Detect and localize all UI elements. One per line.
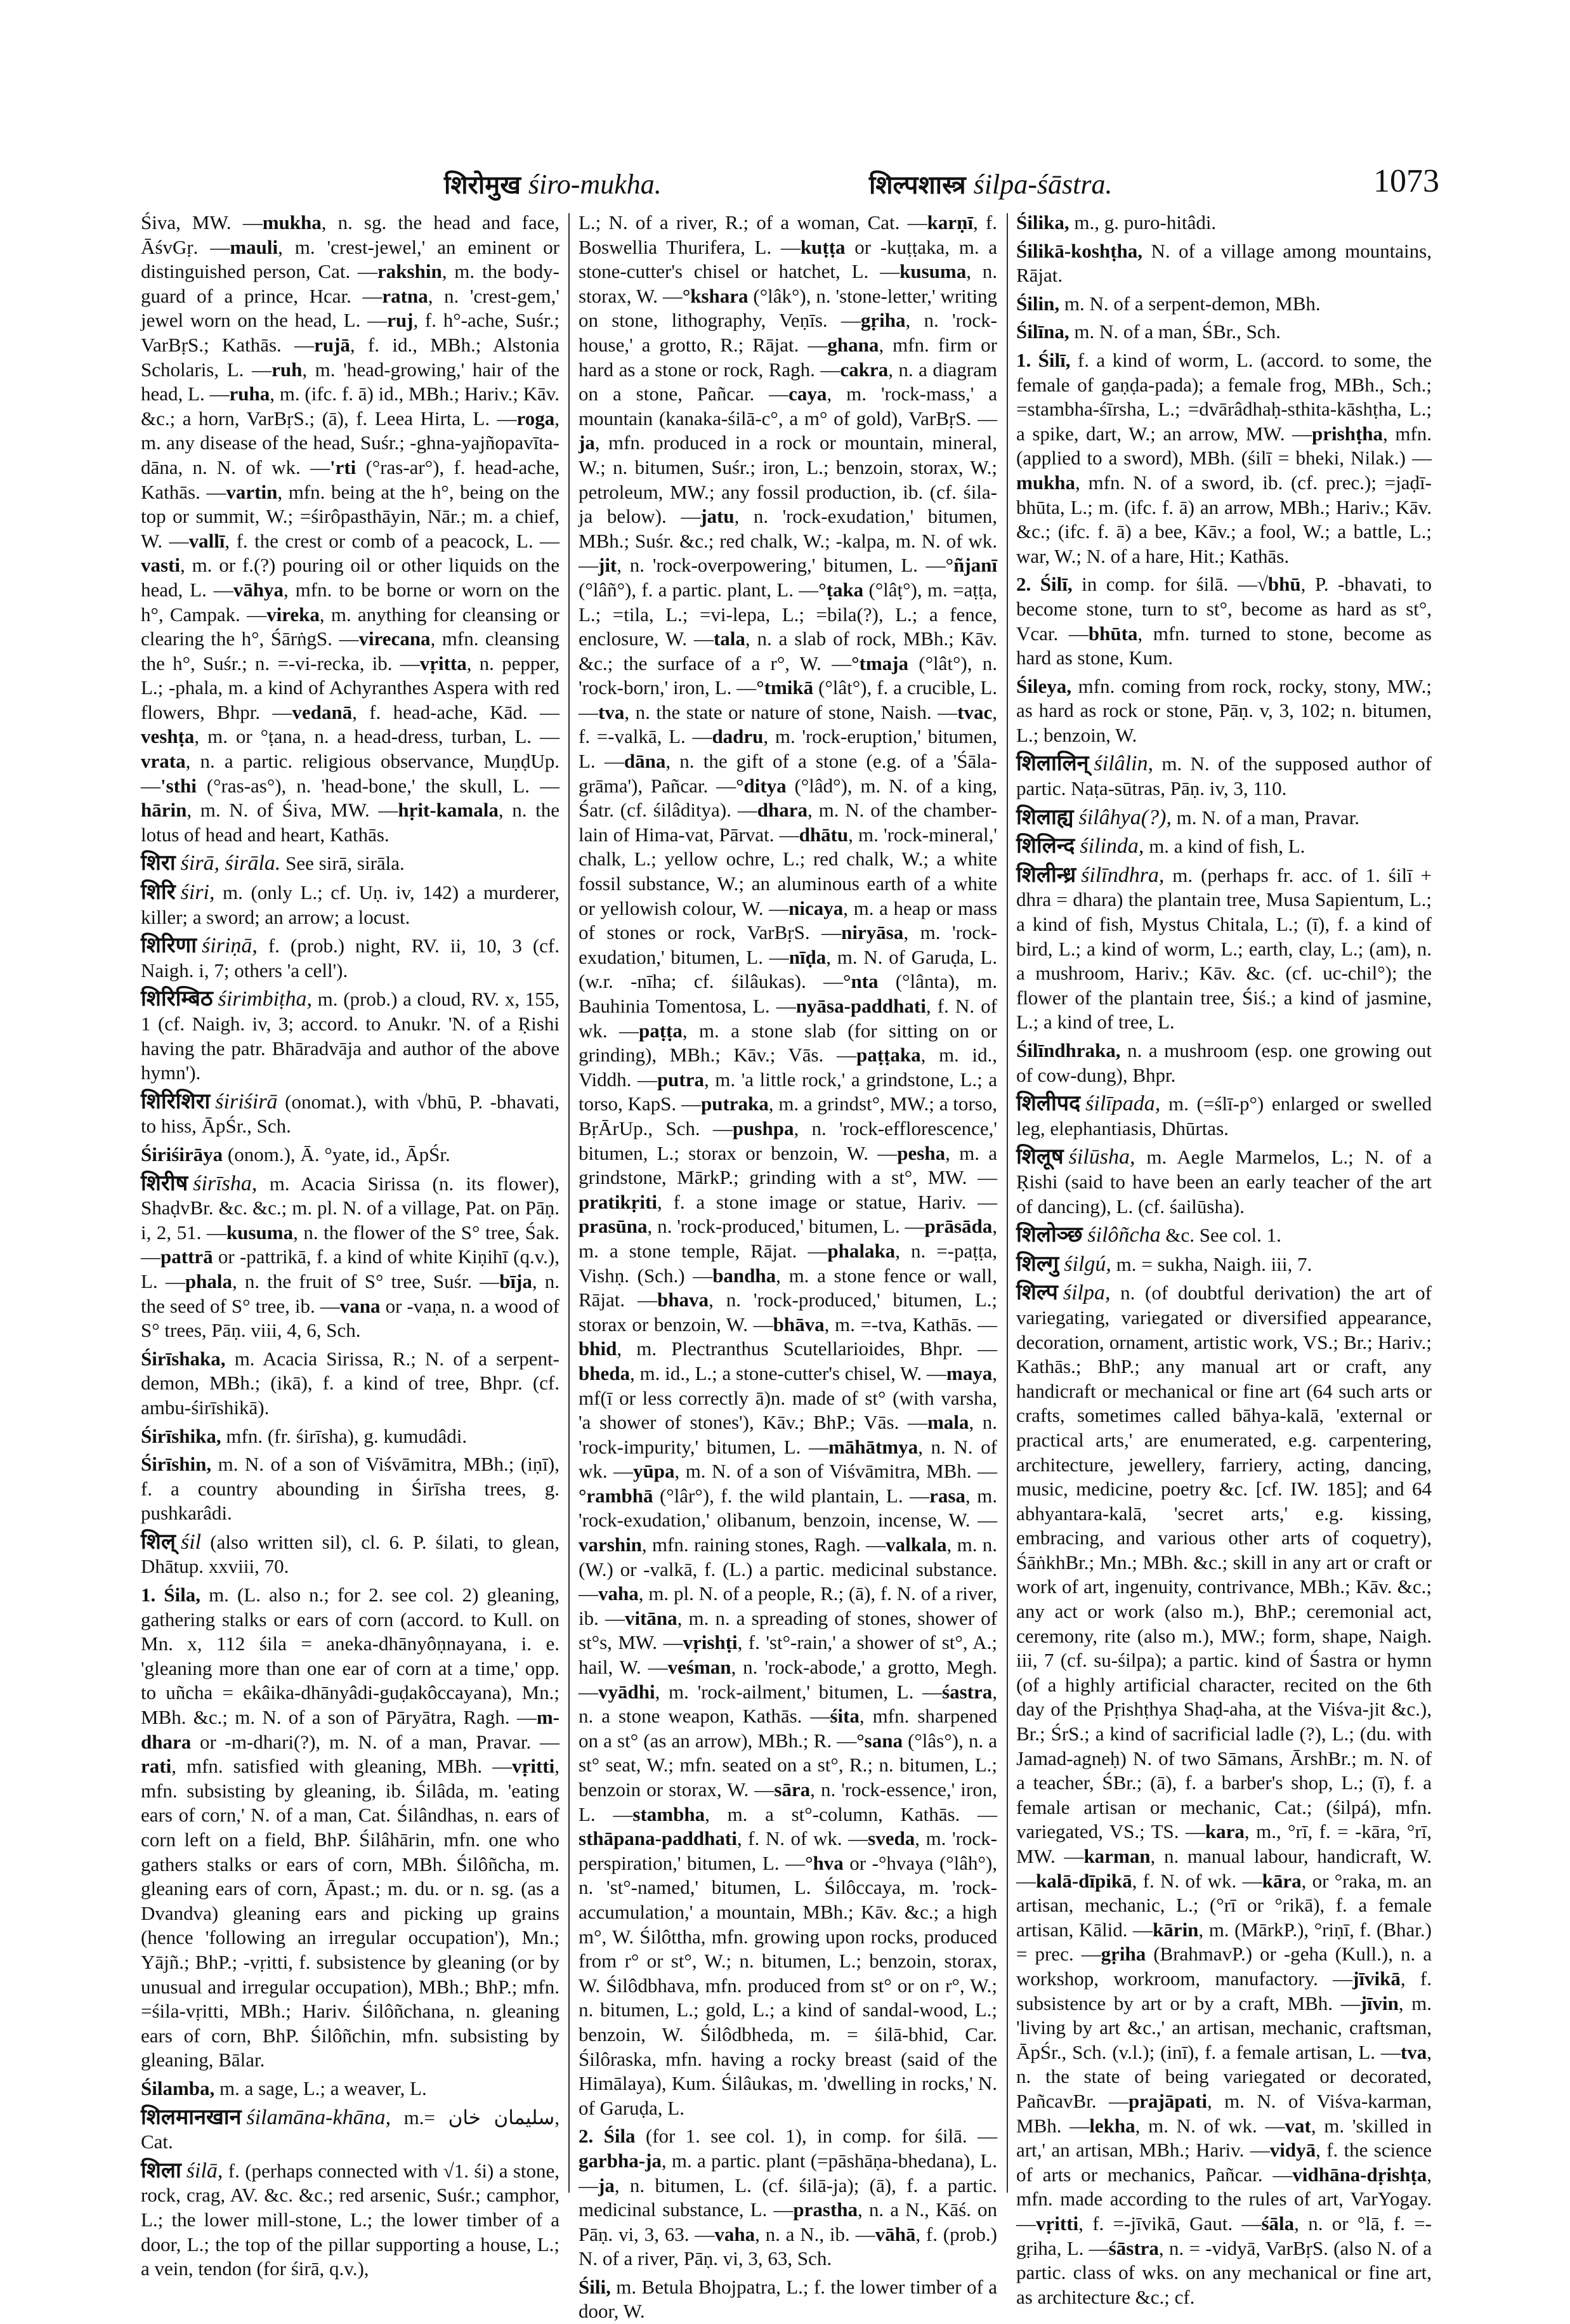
- sub-entry-headword: gṛiha: [860, 309, 906, 332]
- sub-entry-headword: pratikṛiti: [579, 1190, 657, 1213]
- sub-entry-headword: nicaya: [788, 896, 844, 919]
- entry-headword: śilamāna-khāna,: [246, 2105, 391, 2129]
- entry-body: &c. See col. 1.: [1165, 1224, 1281, 1247]
- sub-entry-headword: phala: [185, 1270, 232, 1292]
- entry-body: m. Aegle Marmelos, L.; N. of a Ṛishi (said to have been an early teacher of the art of dancing), L. (cf. śailūsha).: [1016, 1146, 1432, 1218]
- sub-entry-headword: jīvin: [1360, 1992, 1399, 2014]
- sub-entry-headword: gṛiha: [1101, 1943, 1146, 1966]
- dictionary-entry: [141, 2077, 559, 2101]
- sub-entry-headword: vṛishṭi: [683, 1631, 738, 1654]
- sub-entry-headword: °rambhā: [579, 1484, 653, 1507]
- entry-devanagari: शिलाह्य: [1016, 804, 1074, 830]
- sub-entry-headword: vṛitta: [419, 652, 467, 674]
- entry-devanagari: शिलोञ्छ: [1016, 1222, 1083, 1248]
- sub-entry-headword: °sana: [856, 1729, 903, 1752]
- sub-entry-headword: rasa: [929, 1484, 965, 1507]
- entry-body: m. (prob.) a cloud, RV. x, 155, 1 (cf. Naigh. iv, 3; accord. to Anukr. 'N. of a Ṛishi having the patr. Bhāradvāja and author of the above hymn').: [141, 988, 559, 1084]
- sub-entry-headword: mauli: [230, 235, 278, 258]
- sub-entry-headword: rakshin: [377, 260, 442, 283]
- dictionary-entry: [141, 211, 559, 847]
- sub-entry-headword: śita: [830, 1705, 860, 1728]
- sub-entry-headword: vallī: [188, 529, 225, 552]
- sub-entry-headword: prastha: [793, 2198, 858, 2221]
- sub-entry-headword: tva: [598, 700, 625, 723]
- entry-body: m. N. of a man, Pravar.: [1176, 806, 1360, 829]
- column-divider: [568, 213, 570, 2193]
- dictionary-entry: [141, 1089, 559, 1139]
- sub-entry-headword: bheda: [579, 1362, 630, 1384]
- sub-entry-headword: prajāpati: [1128, 2089, 1207, 2112]
- sub-entry-headword: stambha: [632, 1802, 705, 1825]
- sub-entry-headword: 'rti: [329, 456, 357, 478]
- sub-entry-headword: kusuma: [899, 260, 967, 283]
- dictionary-entry: [141, 851, 559, 876]
- entry-body: n. (of doubtful derivation) the art of variegating, variegated or diversified appearance, decoration, ornament, artistic work, VS.; Br.; Hariv.; Kathās.; BhP.; any manual art or craft, any handicraft or mechanical or fine art (64 such arts or crafts, sometimes called bāhya-kalā, 'external or practical arts,' are enumerated, e.g. carpentering, architecture, jewellery, farriery, acting, dancing, music, medicine, poetry &c. [cf. IW. 185]; and 64 abhyantara-kalā, 'secret arts,' e.g. kissing, embracing, and various other arts of coquetry), ŚāṅkhBr.; Mn.; MBh. &c.; skill in any art or craft or work of art, ingenuity, contrivance, MBh.; Kāv. &c.; any act or work (also m.), BhP.; ceremonial act, ceremony, rite (also m.), MW.; form, shape, Naigh. iii, 7 (cf. su-śilpa); a partic. kind of Śastra or hymn (of a highly artificial character, recited on the 6th day of the Pṛishṭhya Shaḍ-aha, at the Viśva-jit &c.), Br.; ŚrS.; a kind of sacrificial ladle (?), L.; (du. with Jamad-agneḥ) N. of two Sāmans, ĀrshBr.; m. N. of a teacher, ŚBr.; (ā), f. a barber's shop, L.; (ī), f. a female artisan or mechanic, Cat.; (śilpá), mfn. variegated, VS.; TS. —kara, m., °rī, f. = -kāra, °rī, MW. —karman, n. manual labour, handicraft, W. —kalā-dīpikā, f. N. of wk. —kāra, or °raka, m. an artisan, mechanic, L.; (°rī or °rikā), f. a female artisan, Kālid. —kārin, m. (MārkP.), °riṇī, f. (Bhar.) = prec. —gṛiha (BrahmavP.) or -geha (Kull.), n. a workshop, workroom, manufactory. —jīvikā, f. subsistence by art or by a craft, MBh. —jīvin, m. 'living by art &c.,' an artisan, mechanic, craftsman, ĀpŚr., Sch. (v.l.); (inī), f. a female artisan, L. —tva, n. the state of being variegated or decorated, PañcavBr. —prajāpati, m. N. of Viśva-karman, MBh. —lekha, m. N. of wk. —vat, m. 'skilled in art,' an artisan, MBh.; Hariv. —vidyā, f. the science of arts or mechanics, Pañcar. —vidhāna-dṛishṭa, mfn. made according to the rules of art, VarYogay. —vṛitti, f. =-jīvikā, Gaut. —śāla, n. or °lā, f. =-gṛiha, L. —śāstra, n. = -vidyā, VarBṛS. (also N. of a partic. class of wks. on any mechanical or fine art, as architecture &c.; cf.: [1016, 1282, 1432, 2308]
- entry-body: f. (perhaps connected with √1. śi) a stone, rock, crag, AV. &c. &c.; red arsenic, Suśr.; camphor, L.; the lower mill-stone, L.; the lower timber of a door, L.; the top of the pillar supporting a house, L.; a vein, tendon (for śirā, q.v.),: [141, 2159, 560, 2280]
- sub-entry-headword: ruh: [271, 358, 303, 381]
- entry-body: m. N. of a serpent-demon, MBh.: [1064, 292, 1321, 315]
- sub-entry-headword: bandha: [712, 1264, 776, 1287]
- entry-body: mfn. (fr. śirīsha), g. kumudâdi.: [226, 1424, 468, 1447]
- sub-entry-headword: bhid: [579, 1337, 617, 1360]
- entry-devanagari: शिलालिन्: [1016, 751, 1089, 777]
- sub-entry-headword: hṛit-kamala: [398, 799, 499, 822]
- sub-entry-headword: vitāna: [624, 1606, 677, 1629]
- sub-entry-headword: pushpa: [732, 1117, 794, 1139]
- sub-entry-headword: m-dhara: [141, 1706, 559, 1753]
- entry-devanagari: शिल्: [141, 1528, 176, 1554]
- entry-headword: Śirīshaka,: [141, 1347, 226, 1370]
- entry-devanagari: शिलूष: [1016, 1144, 1064, 1170]
- sub-entry-headword: dhātu: [799, 823, 849, 846]
- entry-body: (for 1. see col. 1), in comp. for śilā. —garbha-ja, m. a partic. plant (=pāshāṇa-bhedana), L. —ja, n. bitumen, L. (cf. śilā-ja); (ā), f. a partic. medicinal substance, L. —prastha, n. a N., Kāś. on Pāṇ. vi, 3, 63. —vaha, n. a N., ib. —vāhā, f. (prob.) N. of a river, Pāṇ. vi, 3, 63, Sch.: [579, 2125, 998, 2270]
- sub-entry-headword: mukha: [1016, 471, 1076, 494]
- entry-headword: śilpa,: [1063, 1281, 1111, 1305]
- entry-body: m. N. of the supposed author of partic. Naṭa-sūtras, Pāṇ. iv, 3, 110.: [1016, 752, 1432, 800]
- entry-body: m.= سليمان خان, Cat.: [141, 2106, 559, 2153]
- entry-devanagari: शिलीन्ध्र: [1016, 862, 1076, 888]
- sub-entry-headword: vāhya: [233, 578, 284, 601]
- entry-body: m. (=ślī-p°) enlarged or swelled leg, elephantiasis, Dhūrtas.: [1016, 1093, 1432, 1139]
- sub-entry-headword: jīvikā: [1352, 1967, 1401, 1990]
- sub-entry-headword: lekha: [1089, 2114, 1135, 2137]
- sub-entry-headword: prāsāda: [924, 1215, 993, 1238]
- running-head-left-translit: śiro-mukha.: [528, 169, 662, 200]
- sub-entry-headword: vana: [339, 1294, 381, 1317]
- page-number: 1073: [1373, 163, 1439, 199]
- sub-entry-headword: śastra: [942, 1680, 993, 1703]
- sub-entry-headword: 'sthi: [160, 774, 197, 797]
- sub-entry-headword: roga: [516, 407, 555, 430]
- entry-devanagari: शिला: [141, 2157, 181, 2183]
- sub-entry-headword: ratna: [382, 284, 428, 307]
- sub-entry-headword: bhava: [657, 1289, 709, 1311]
- sub-entry-headword: sveda: [868, 1827, 915, 1850]
- entry-devanagari: शिरा: [141, 850, 176, 876]
- sub-entry-headword: tvac: [957, 700, 993, 723]
- entry-body: m. (only L.; cf. Uṇ. iv, 142) a murderer, killer; a sword; an arrow; a locust.: [141, 881, 560, 928]
- dictionary-entry: [1016, 1252, 1432, 1277]
- sub-entry-headword: vrata: [141, 750, 186, 773]
- sub-entry-headword: dāna: [624, 750, 666, 773]
- sub-entry-headword: °ṭaka: [818, 578, 864, 601]
- sub-entry-headword: vṛitti: [1036, 2212, 1079, 2235]
- entry-body: m. Acacia Sirissa, R.; N. of a serpent-demon, MBh.; (ikā), f. a kind of tree, Bhpr. (cf. ambu-śirīshikā).: [141, 1347, 559, 1419]
- entry-body: N. of a village among mountains, Rājat.: [1016, 239, 1432, 287]
- entry-headword: śilā,: [186, 2158, 223, 2183]
- entry-headword: śiriṇā,: [202, 934, 258, 958]
- sub-entry-headword: varshin: [579, 1533, 642, 1556]
- sub-entry-headword: pattrā: [160, 1245, 213, 1268]
- running-head-right-devanagari: शिल्पशास्त्र: [869, 171, 966, 200]
- sub-entry-headword: jatu: [700, 505, 735, 528]
- entry-headword: Śilamba,: [141, 2077, 215, 2099]
- sub-entry-headword: putraka: [700, 1093, 769, 1115]
- entry-body: n. a mushroom (esp. one growing out of cow-dung), Bhpr.: [1016, 1039, 1432, 1086]
- entry-headword: Śilīndhraka,: [1016, 1039, 1121, 1061]
- sub-entry-headword: dadru: [712, 725, 764, 748]
- entry-body: (onomat.), with √bhū, P. -bhavati, to hiss, ĀpŚr., Sch.: [141, 1090, 560, 1138]
- sub-entry-headword: vāhā: [875, 2222, 916, 2245]
- entry-body: m. a kind of fish, L.: [1149, 835, 1305, 858]
- sub-entry-headword: caya: [788, 383, 827, 405]
- entry-headword: śirimbiṭha,: [218, 987, 312, 1011]
- dictionary-entry: [141, 1583, 559, 2073]
- sub-entry-headword: vyādhi: [598, 1680, 655, 1703]
- sub-entry-headword: vidhāna-dṛishṭa: [1292, 2163, 1427, 2186]
- entry-headword: śilinda,: [1080, 834, 1144, 858]
- entry-headword: Śirīshika,: [141, 1424, 221, 1447]
- sub-entry-headword: virecana: [358, 627, 431, 650]
- entry-devanagari: शिलीपद: [1016, 1091, 1081, 1117]
- entry-body: m. (L. also n.; for 2. see col. 2) gleaning, gathering stalks or ears of corn (accord. to Kull. on Mn. x, 112 śila = aneka-dhānyôṇnayana, i. e. 'gleaning more than one ear of corn at a time,' opp. to uñcha = ekâika-dhānyâdi-guḍakôccayana), Mn.; MBh. &c.; m. N. of a son of Pāryātra, Ragh. —m-dhara or -m-dhari(?), m. N. of a man, Pravar. —rati, mfn. satisfied with gleaning, MBh. —vṛitti, mfn. subsisting by gleaning, ib. Śilâda, m. 'eating ears of corn,' N. of a man, Cat. Śilândhas, n. ears of corn left on a field, BhP. Śilâhārin, mfn. one who gathers stalks or ears of corn, MBh. Śilôñcha, m. gleaning ears of corn, Āpast.; m. du. or n. sg. (as a Dvandva) gleaning ears and picking up grains (hence 'following an irregular occupation'), Mn.; Yājñ.; BhP.; -vṛitti, f. subsistence by gleaning (or by unusual and irregular occupation), MBh.; BhP.; mfn. =śila-vṛitti, MBh.; Hariv. Śilôñchana, n. gleaning ears of corn, BhP. Śilôñchin, mfn. subsisting by gleaning, Bālar.: [141, 1584, 560, 2071]
- entry-headword: 2. Śila: [579, 2125, 636, 2148]
- sub-entry-headword: dhara: [757, 799, 808, 822]
- sub-entry-headword: yūpa: [633, 1460, 675, 1483]
- sub-entry-headword: rujā: [314, 333, 350, 356]
- entry-devanagari: शिरि: [141, 879, 176, 905]
- sub-entry-headword: vṛitti: [512, 1755, 555, 1778]
- dictionary-entry: [1016, 751, 1432, 801]
- sub-entry-headword: niryāsa: [841, 921, 904, 944]
- column-divider: [1007, 213, 1008, 2193]
- sub-entry-headword: °kshara: [682, 284, 749, 307]
- entry-headword: śilâhya(?),: [1078, 805, 1172, 829]
- sub-entry-headword: karṇī: [927, 211, 973, 233]
- dictionary-entry: [141, 1452, 559, 1526]
- sub-entry-headword: sāra: [774, 1778, 811, 1801]
- column-3: [1016, 211, 1432, 2308]
- entry-headword: śirīsha,: [193, 1171, 258, 1195]
- entry-body: f. (prob.) night, RV. ii, 10, 3 (cf. Naigh. i, 7; others 'a cell').: [141, 935, 559, 981]
- sub-entry-headword: °tmaja: [851, 652, 909, 674]
- sub-entry-headword: putra: [657, 1068, 705, 1091]
- dictionary-entry: [1016, 1145, 1432, 1219]
- sub-entry-headword: tva: [1400, 2040, 1427, 2063]
- sub-entry-headword: nīḍa: [788, 945, 827, 968]
- sub-entry-headword: sthāpana-paddhati: [579, 1827, 737, 1850]
- entry-body: See sirā, sirāla.: [285, 852, 405, 875]
- sub-entry-headword: tala: [713, 627, 745, 650]
- sub-entry-headword: kalā-dīpikā: [1036, 1869, 1132, 1892]
- sub-entry-headword: karman: [1083, 1845, 1151, 1867]
- sub-entry-headword: kara: [1205, 1820, 1245, 1843]
- sub-entry-headword: vartin: [226, 480, 278, 503]
- sub-entry-headword: vasti: [141, 554, 180, 577]
- sub-entry-headword: phalaka: [827, 1239, 896, 1262]
- entry-body: m., g. puro-hitâdi.: [1074, 211, 1217, 233]
- running-head-left-devanagari: शिरोमुख: [444, 171, 521, 200]
- entry-headword: Śilikā-koshṭha,: [1016, 239, 1143, 262]
- entry-body: mfn. coming from rock, rocky, stony, MW.; as hard as rock or stone, Pāṇ. v, 3, 102; n. bitumen, L.; benzoin, W.: [1016, 674, 1432, 746]
- dictionary-entry: [1016, 211, 1432, 235]
- dictionary-entry: [579, 2275, 997, 2324]
- dictionary-entry: [1016, 1223, 1432, 1248]
- running-head-right-translit: śilpa-śāstra.: [973, 169, 1113, 200]
- sub-entry-headword: valkala: [886, 1533, 947, 1556]
- sub-entry-headword: cakra: [840, 358, 889, 381]
- sub-entry-headword: ruj: [387, 309, 414, 332]
- entry-headword: śiriśirā: [215, 1089, 278, 1113]
- sub-entry-headword: °hva: [805, 1851, 844, 1874]
- entry-headword: Śili,: [579, 2275, 611, 2298]
- entry-headword: śilâlin,: [1094, 752, 1154, 776]
- entry-devanagari: शिल्प: [1016, 1280, 1058, 1306]
- sub-entry-headword: kārin: [1153, 1918, 1199, 1941]
- entry-headword: Śilin,: [1016, 292, 1060, 315]
- dictionary-entry: [579, 211, 997, 2120]
- sub-entry-headword: ghana: [827, 333, 879, 356]
- entry-body: m. N. of a son of Viśvāmitra, MBh.; (iṇī), f. a country abounding in Śirīsha trees, g. pushkarâdi.: [141, 1453, 559, 1525]
- sub-entry-headword: hārin: [141, 799, 187, 822]
- entry-devanagari: शिरिणा: [141, 933, 197, 959]
- entry-body: m. (perhaps fr. acc. of 1. śilī + dhra = dhara) the plantain tree, Musa Sapientum, L.; a kind of fish, Mystus Chitala, L.; (ī), f. a kind of bird, L.; a kind of worm, L.; earth, clay, L.; (am), n. a mushroom, Hariv.; Kāv. &c. (cf. uc-chil°); the flower of the plantain tree, Śiś.; a kind of jasmine, L.; a kind of tree, L.: [1016, 863, 1432, 1034]
- entry-headword: śiri,: [180, 881, 215, 905]
- sub-entry-headword: śāstra: [1108, 2236, 1159, 2259]
- dictionary-entry: [141, 987, 559, 1085]
- sub-entry-headword: pesha: [897, 1141, 946, 1164]
- dictionary-entry: [141, 1171, 559, 1343]
- sub-entry-headword: mukha: [262, 211, 322, 233]
- entry-headword: Śilīna,: [1016, 320, 1070, 343]
- sub-entry-headword: bhāva: [773, 1313, 825, 1336]
- entry-body: (onom.), Ā. °yate, id., ĀpŚr.: [227, 1143, 450, 1165]
- sub-entry-headword: śāla: [1261, 2212, 1295, 2235]
- entry-headword: 2. Śilī,: [1016, 573, 1073, 596]
- entry-headword: 1. Śilī,: [1016, 348, 1071, 371]
- sub-entry-headword: mala: [927, 1411, 969, 1434]
- dictionary-entry: [1016, 805, 1432, 830]
- entry-headword: 1. Śila,: [141, 1584, 201, 1606]
- dictionary-entry: [579, 2124, 997, 2271]
- dictionary-entry: [1016, 320, 1432, 345]
- dictionary-entry: [141, 1347, 559, 1421]
- entry-devanagari: शिरीष: [141, 1170, 188, 1196]
- entry-body: m. Acacia Sirissa (n. its flower), ShaḍvBr. &c. &c.; m. pl. N. of a village, Pat. on Pāṇ. i, 2, 51. —kusuma, n. the flower of the S° tree, Śak. —pattrā or -pattrikā, f. a kind of white Kiṇihī (q.v.), L. —phala, n. the fruit of S° tree, Suśr. —bīja, n. the seed of S° tree, ib. —vana or -vaṇa, n. a wood of S° trees, Pāṇ. viii, 4, 6, Sch.: [141, 1172, 560, 1342]
- dictionary-entry: [141, 1143, 559, 1167]
- entry-headword: Śileya,: [1016, 674, 1071, 697]
- running-head-right: [869, 166, 1112, 201]
- entry-body: in comp. for śilā. —√bhū, P. -bhavati, to become stone, turn to st°, become as hard as st°, Vcar. —bhūta, mfn. turned to stone, become as hard as stone, Kum.: [1016, 573, 1432, 669]
- entry-body: Śiva, MW. —mukha, n. sg. the head and face, ĀśvGṛ. —mauli, m. 'crest-jewel,' an eminent or distinguished person, Cat. —rakshin, m. the body-guard of a prince, Hcar. —ratna, n. 'crest-gem,' jewel worn on the head, L. —ruj, f. h°-ache, Suśr.; VarBṛS.; Kathās. —rujā, f. id., MBh.; Alstonia Scholaris, L. —ruh, m. 'head-growing,' hair of the head, L. —ruha, m. (ifc. f. ā) id., MBh.; Hariv.; Kāv. &c.; a horn, VarBṛS.; (ā), f. Leea Hirta, L. —roga, m. any disease of the head, Suśr.; -ghna-yajñopavīta-dāna, n. N. of wk. —'rti (°ras-ar°), f. head-ache, Kathās. —vartin, mfn. being at the h°, being on the top or summit, W.; =śirôpasthāyin, Nār.; m. a chief, W. —vallī, f. the crest or comb of a peacock, L. —vasti, m. or f.(?) pouring oil or other liquids on the head, L. —vāhya, mfn. to be borne or worn on the h°, Campak. —vireka, m. anything for cleansing or clearing the h°, ŚārṅgS. —virecana, mfn. cleansing the h°, Suśr.; n. =-vi-recka, ib. —vṛitta, n. pepper, L.; -phala, m. a kind of Achyranthes Aspera with red flowers, Bhpr. —vedanā, f. head-ache, Kād. —veshṭa, m. or °ṭana, n. a head-dress, turban, L. —vrata, n. a partic. religious observance, MuṇḍUp. —'sthi (°ras-as°), n. 'head-bone,' the skull, L. —hārin, m. N. of Śiva, MW. —hṛit-kamala, n. the lotus of head and heart, Kathās.: [141, 211, 560, 846]
- entry-body: (also written sil), cl. 6. P. śilati, to glean, Dhātup. xxviii, 70.: [141, 1530, 559, 1578]
- sub-entry-headword: kuṭṭa: [800, 235, 846, 258]
- sub-entry-headword: ja: [579, 431, 595, 454]
- dictionary-entry: [1016, 572, 1432, 670]
- sub-entry-headword: maya: [946, 1362, 993, 1384]
- dictionary-entry: [1016, 1280, 1432, 2309]
- entry-devanagari: शिलिन्द: [1016, 833, 1075, 859]
- dictionary-entry: [141, 1530, 559, 1579]
- sub-entry-headword: paṭṭa: [638, 1019, 683, 1042]
- sub-entry-headword: vidyā: [1269, 2139, 1316, 2162]
- sub-entry-headword: paṭṭaka: [856, 1044, 921, 1067]
- sub-entry-headword: jit: [598, 554, 617, 577]
- sub-entry-headword: veśman: [667, 1656, 731, 1679]
- entry-devanagari: शिरिम्बिठ: [141, 986, 213, 1012]
- sub-entry-headword: °ditya: [736, 774, 787, 797]
- sub-entry-headword: prasūna: [579, 1215, 648, 1238]
- dictionary-entry: [1016, 292, 1432, 317]
- sub-entry-headword: garbha-ja: [579, 2149, 662, 2172]
- sub-entry-headword: prishṭha: [1312, 422, 1384, 445]
- entry-headword: śirā, śirāla.: [180, 851, 281, 876]
- entry-body: m. = sukha, Naigh. iii, 7.: [1116, 1252, 1312, 1275]
- sub-entry-headword: °ñjanī: [945, 554, 997, 577]
- running-head-left: [444, 166, 662, 201]
- entry-devanagari: शिरिशिरा: [141, 1088, 211, 1114]
- sub-entry-headword: vireka: [266, 603, 320, 626]
- sub-entry-headword: bīja: [499, 1270, 532, 1292]
- entry-headword: śilūsha,: [1068, 1145, 1135, 1169]
- entry-headword: Śiriśirāya: [141, 1143, 223, 1165]
- dictionary-entry: [141, 2158, 559, 2281]
- column-1: [141, 211, 560, 2280]
- entry-headword: śilīndhra,: [1081, 863, 1165, 887]
- sub-entry-headword: ja: [598, 2174, 615, 2196]
- dictionary-entry: [141, 880, 559, 929]
- entry-body: m. N. of a man, ŚBr., Sch.: [1074, 320, 1281, 343]
- sub-entry-headword: vaha: [714, 2222, 756, 2245]
- entry-body: m. Betula Bhojpatra, L.; f. the lower timber of a door, W.: [579, 2275, 998, 2323]
- sub-entry-headword: vaha: [598, 1582, 639, 1605]
- column-2: [579, 211, 998, 2323]
- entry-body: m. a sage, L.; a weaver, L.: [219, 2077, 427, 2099]
- sub-entry-headword: °nta: [843, 970, 879, 993]
- entry-headword: Śilika,: [1016, 211, 1070, 233]
- entry-body: L.; N. of a river, R.; of a woman, Cat. —karṇī, f. Boswellia Thurifera, L. —kuṭṭa or -kuṭṭaka, m. a stone-cutter's chisel or hatchet, L. —kusuma, n. storax, W. —°kshara (°lâk°), n. 'stone-letter,' writing on stone, lithography, Veṇīs. —gṛiha, n. 'rock-house,' a grotto, R.; Rājat. —ghana, mfn. firm or hard as a stone or rock, Ragh. —cakra, n. a diagram on a stone, Pañcar. —caya, m. 'rock-mass,' a mountain (kanaka-śilā-c°, a m° of gold), VarBṛS. —ja, mfn. produced in a rock or mountain, mineral, W.; n. bitumen, Suśr.; iron, L.; benzoin, storax, W.; petroleum, MW.; any fossil production, ib. (cf. śila-ja below). —jatu, n. 'rock-exudation,' bitumen, MBh.; Suśr. &c.; red chalk, W.; -kalpa, m. N. of wk. —jit, n. 'rock-overpowering,' bitumen, L. —°ñjanī (°lâñ°), f. a partic. plant, L. —°ṭaka (°lâṭ°), m. =aṭṭa, L.; =tila, L.; =vi-lepa, L.; =bila(?), L.; a fence, enclosure, W. —tala, n. a slab of rock, MBh.; Kāv. &c.; the surface of a r°, W. —°tmaja (°lât°), n. 'rock-born,' iron, L. —°tmikā (°lât°), f. a crucible, L. —tva, n. the state or nature of stone, Naish. —tvac, f. =-valkā, L. —dadru, m. 'rock-eruption,' bitumen, L. —dāna, n. the gift of a stone (e.g. of a 'Śāla-grāma'), Pañcar. —°ditya (°lâd°), m. N. of a king, Śatr. (cf. śilâditya). —dhara, m. N. of the chamber-lain of Hima-vat, Pārvat. —dhātu, m. 'rock-mineral,' chalk, L.; yellow ochre, L.; red chalk, W.; a white fossil substance, W.; an aluminous earth of a white or yellowish colour, W. —nicaya, m. a heap or mass of stones or rock, VarBṛS. —niryāsa, m. 'rock-exudation,' bitumen, L. —nīḍa, m. N. of Garuḍa, L. (w.r. -nīha; cf. śilâukas). —°nta (°lânta), m. Bauhinia Tomentosa, L. —nyāsa-paddhati, f. N. of wk. —paṭṭa, m. a stone slab (for sitting on or grinding), MBh.; Kāv.; Vās. —paṭṭaka, m. id., Viddh. —putra, m. 'a little rock,' a grindstone, L.; a torso, KapS. —putraka, m. a grindst°, MW.; a torso, BṛĀrUp., Sch. —pushpa, n. 'rock-efflorescence,' bitumen, L.; storax or benzoin, W. —pesha, m. a grindstone, MārkP.; grinding with a st°, MW. —pratikṛiti, f. a stone image or statue, Hariv. —prasūna, n. 'rock-produced,' bitumen, L. —prāsāda, m. a stone temple, Rājat. —phalaka, n. =-paṭṭa, Vishṇ. (Sch.) —bandha, m. a stone fence or wall, Rājat. —bhava, n. 'rock-produced,' bitumen, L.; storax or benzoin, W. —bhāva, m. =-tva, Kathās. —bhid, m. Plectranthus Scutellarioides, Bhpr. —bheda, m. id., L.; a stone-cutter's chisel, W. —maya, mf(ī or less correctly ā)n. made of st° (with varsha, 'a shower of stones'), Kāv.; BhP.; Vās. —mala, n. 'rock-impurity,' bitumen, L. —māhātmya, n. N. of wk. —yūpa, m. N. of a son of Viśvāmitra, MBh. —°rambhā (°lâr°), f. the wild plantain, L. —rasa, m. 'rock-exudation,' olibanum, benzoin, incense, W. —varshin, mfn. raining stones, Ragh. —valkala, m. n. (W.) or -valkā, f. (L.) a partic. medicinal substance. —vaha, m. pl. N. of a people, R.; (ā), f. N. of a river, ib. —vitāna, m. n. a spreading of stones, shower of st°s, MW. —vṛishṭi, f. 'st°-rain,' a shower of st°, A.; hail, W. —veśman, n. 'rock-abode,' a grotto, Megh. —vyādhi, m. 'rock-ailment,' bitumen, L. —śastra, n. a stone weapon, Kathās. —śita, mfn. sharpened on a st° (as an arrow), MBh.; R. —°sana (°lâs°), n. a st° seat, W.; mfn. seated on a st°, R.; n. bitumen, L.; benzoin or storax, W. —sāra, n. 'rock-essence,' iron, L. —stambha, m. a st°-column, Kathās. —sthāpana-paddhati, f. N. of wk. —sveda, m. 'rock-perspiration,' bitumen, L. —°hva or -°hvaya (°lâh°), n. 'st°-named,' bitumen, L. Śilôccaya, m. 'rock-accumulation,' a mountain, MBh.; Kāv. &c.; a high m°, W. Śilôttha, mfn. growing upon rocks, produced from r° or st°, W.; n. bitumen, L.; benzoin, storax, W. Śilôdbhava, mfn. produced from st° or on r°, W.; n. bitumen, L.; gold, L.; a kind of sandal-wood, L.; benzoin, W. Śilôdbheda, m. = śilā-bhid, Car. Śilôraska, mfn. having a rocky breast (said of the Himālaya), Kum. Śilâukas, m. 'dwelling in rocks,' N. of Garuḍa, L.: [579, 211, 998, 2119]
- entry-headword: śilôñcha: [1087, 1223, 1161, 1247]
- sub-entry-headword: nyāsa-paddhati: [795, 995, 926, 1017]
- entry-body: f. a kind of worm, L. (accord. to some, the female of gaṇḍa-pada); a female frog, MBh., Sch.; =stambha-śīrsha, L.; =dvārâdhaḥ-sthita-kāshṭha, L.; a spike, dart, W.; an arrow, MW. —prishṭha, mfn. (applied to a sword), MBh. (śilī = bheki, Nilak.) —mukha, mfn. N. of a sword, ib. (cf. prec.); =jaḍī-bhūta, L.; m. (ifc. f. ā) an arrow, MBh.; Hariv.; Kāv. &c.; (ifc. f. ā) a bee, Kāv.; a fool, W.; a battle, L.; war, W.; N. of a hare, Hit.; Kathās.: [1016, 348, 1432, 567]
- dictionary-entry: [141, 2105, 559, 2155]
- sub-entry-headword: °tmikā: [756, 676, 814, 699]
- entry-headword: śil: [180, 1530, 202, 1554]
- dictionary-entry: [1016, 674, 1432, 748]
- dictionary-entry: [1016, 239, 1432, 288]
- dictionary-entry: [1016, 348, 1432, 568]
- dictionary-entry: [141, 1424, 559, 1449]
- entry-devanagari: शिल्गु: [1016, 1251, 1059, 1277]
- dictionary-entry: [1016, 863, 1432, 1035]
- sub-entry-headword: māhātmya: [828, 1435, 919, 1458]
- dictionary-entry: [1016, 1039, 1432, 1087]
- dictionary-entry: [1016, 1091, 1432, 1141]
- entry-devanagari: शिलमानखान: [141, 2104, 242, 2130]
- sub-entry-headword: √bhū: [1257, 573, 1301, 596]
- sub-entry-headword: veshṭa: [141, 725, 195, 748]
- entry-headword: śilīpada,: [1085, 1092, 1161, 1116]
- sub-entry-headword: vedanā: [292, 700, 353, 723]
- sub-entry-headword: vat: [1285, 2114, 1311, 2137]
- sub-entry-headword: ruha: [229, 383, 270, 405]
- sub-entry-headword: rati: [141, 1755, 172, 1778]
- entry-headword: Śirīshin,: [141, 1453, 212, 1476]
- dictionary-entry: [1016, 834, 1432, 859]
- sub-entry-headword: kusuma: [226, 1221, 294, 1244]
- dictionary-entry: [141, 933, 559, 983]
- entry-headword: śilgú,: [1064, 1252, 1111, 1276]
- sub-entry-headword: bhūta: [1088, 622, 1138, 645]
- sub-entry-headword: kāra: [1262, 1869, 1302, 1892]
